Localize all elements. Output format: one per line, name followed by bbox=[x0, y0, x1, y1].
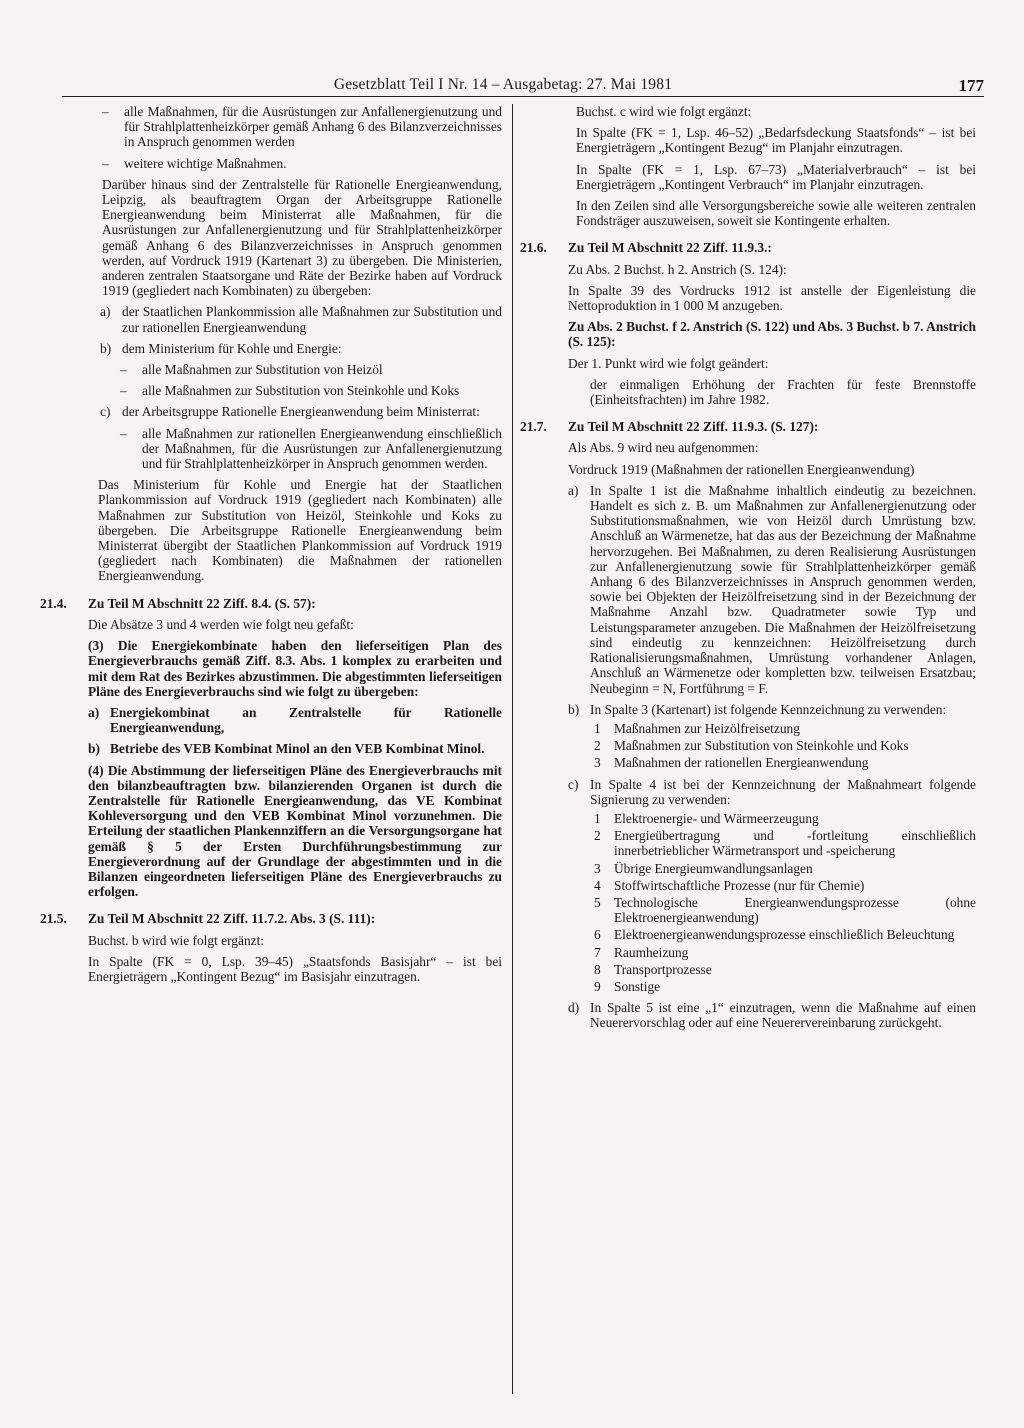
section-21-6: 21.6. Zu Teil M Abschnitt 22 Ziff. 11.9.3.: Zu Abs. 2 Buchst. h 2. Anstrich (S. 124): In Spalte 39 des Vordrucks 1912 ist anstelle der Eigenleistung die Nettoproduktion in 1 000 M anzugeben. Zu Abs. 2 Buchst. f 2. Anstrich (S. 122) und Abs. 3 Buchst. b 7. Anstrich (S. 125): Der 1. Punkt wird wie folgt geändert: der einmaligen Erhöhung der Frachten für feste Brennstoffe (Einheitsfrachten) im Jahre 1982. bbox=[520, 240, 976, 408]
paragraph: Das Ministerium für Kohle und Energie hat der Staatlichen Plankommission auf Vordruck 1919 (gegliedert nach Kombinaten) alle Maßnahmen zur Substitution von Heizöl, Steinkohle und Koks zu übergeben. Die Arbeitsgruppe Rationelle Energieanwendung beim Ministerrat übergibt der Staatlichen Plankommission auf Vordruck 1919 (gegliedert nach Kombinaten) die Maßnahmen der rationellen Energieanwendung. bbox=[98, 477, 502, 584]
list-item-text: Sonstige bbox=[614, 978, 661, 994]
list-item-text: Technologische Energieanwendungsprozesse (ohne Elektroenergieanwendung) bbox=[614, 894, 976, 926]
header-rule bbox=[62, 96, 984, 97]
section-heading: Zu Teil M Abschnitt 22 Ziff. 11.7.2. Abs. 3 (S. 111): bbox=[88, 911, 376, 927]
right-column: Buchst. c wird wie folgt ergänzt: In Spalte (FK = 1, Lsp. 46–52) „Bedarfsdeckung Staatsfonds“ – ist bei Energieträgern „Kontingent Bezug“ im Planjahr einzutragen. In Spalte (FK = 1, Lsp. 67–73) „Materialverbrauch“ – ist bei Energieträgern „Kontingent Verbrauch“ im Planjahr einzutragen. In den Zeilen sind alle Versorgungsbereiche sowie alle weiteren zentralen Fondsträger auszuweisen, soweit sie Kontingente erhalten. 21.6. Zu Teil M Abschnitt 22 Ziff. 11.9.3.: Zu Abs. 2 Buchst. h 2. Anstrich (S. 124): In Spalte 39 des Vordrucks 1912 ist anstelle der Eigenleistung die Nettoproduktion in 1 000 M anzugeben. Zu Abs. 2 Buchst. f 2. Anstrich (S. 122) und Abs. 3 Buchst. b 7. Anstrich (S. 125): Der 1. Punkt wird wie folgt geändert: der einmaligen Erhöhung der Frachten für feste Brennstoffe (Einheitsfrachten) im Jahre 1982. 21.7. Zu Teil M Abschnitt 22 Ziff. 11.9.3. (S. 127): Als Abs. 9 wird neu aufgenommen: Vordruck 1919 (Maßnahmen der rationellen Energieanwendung) a) In Spalte 1 ist die Maßnahme inhaltlich eindeutig zu bezeichnen. Handelt es sich z. B. um Maßnahmen zur Anfallenergienutzung oder Substitutionsmaßnahmen, wie von Heizöl durch Umrüstung bzw. Anschluß an Wärmenetze, hat das aus der Bezeichnung der Maßnahme hervorzugehen. Bei Maßnahmen, zu deren Realisierung Ausrüstungen zur Anfallenergienutzung sowie für Strahlplattenheizkörper gemäß Anhang 6 des Bilanzverzeichnisses in Anspruch genommen werden, sowie bei Objekten der Heizölfreisetzung sind in der Bezeichnung der Maßnahme Anzahl bzw. Quadratmeter sowie Typ und Leistungsparameter anzugeben. Die Maßnahmen der Heizölfreisetzung sind eindeutig zu kennzeichnen: Heizölfreisetzung durch Rationalisierungsmaßnahmen, Umrüstung vorhandener Anlagen, Anschluß an Wärmenetze oder kompletten bzw. teilweisen Ersatzbau; Neubeginn = N, Fortführung = F. b) In Spalte 3 (Kartenart) ist folgende Kennzeichnung zu verwenden: 1 Maßnahmen zur Heizölfreisetzung 2 Maßnahmen zur Substitution von Steinkohle und Koks 3 Maßnahmen der rationellen Energieanwendung c) In Spalte 4 ist bei der Kennzeichnung der Maßnahmeart folgende Signierung zu verwenden: 1 Elektroenergie- und Wärmeerzeugung 2 Energieübertragung und -fortleitung einschließlich innerbetrieblicher Wärmetransport und -speicherung 3 Übrige Energieumwandlungsanlagen 4 Stoffwirtschaftliche Prozesse (nur für Chemie) 5 Technologische Energieanwendungsprozesse (ohne Elektroenergieanwendung) 6 Elektroenergieanwendungsprozesse einschließlich Beleuchtung 7 Raumheizung 8 Transportprozesse 9 Sonstige d) In Spalte 5 ist eine „1“ einzutragen, wenn die Maßnahme auf einen Neuerervorschlag oder auf eine Neuerervereinbarung zurückgeht. bbox=[520, 104, 976, 1031]
sub-dash-item: – alle Maßnahmen zur rationellen Energieanwendung einschließlich der Maßnahmen, für die Ausrüstungen zur Anfallenergienutzung und für Strahlplattenheizkörper in Anspruch genommen werden. bbox=[120, 425, 502, 472]
section-21-4: 21.4. Zu Teil M Abschnitt 22 Ziff. 8.4. (S. 57): Die Absätze 3 und 4 werden wie folgt neu gefaßt: (3) Die Energiekombinate haben den lieferseitigen Plan des Energieverbrauchs gemäß Ziff. 8.3. Abs. 1 komplex zu erarbeiten und mit dem Rat des Bezirkes abzustimmen. Die abgestimmten lieferseitigen Pläne des Energieverbrauchs sind wie folgt zu übergeben: a) Energiekombinat an Zentralstelle für Rationelle Energieanwendung, b) Betriebe des VEB Kombinat Minol an den VEB Kombinat Minol. (4) Die Abstimmung der lieferseitigen Pläne des Energieverbrauchs mit den bilanzbeauftragten bzw. bilanzierenden Organen ist durch die Zentralstelle für Rationelle Energieanwendung, das VE Kombinat Kohleversorgung und den VEB Kombinat Minol vorzunehmen. Die Erteilung der staatlichen Plankennziffern an die Versorgungsorgane hat gemäß § 5 der Ersten Durchführungsbestimmung zur Energieverordnung auf der Grundlage der abgestimmten und in die Bilanzen eingeordneten lieferseitigen Pläne des Energieverbrauchs zu erfolgen. bbox=[40, 595, 502, 900]
list-item-number: 2 bbox=[594, 828, 601, 844]
lettered-item: a) der Staatlichen Plankommission alle Maßnahmen zur Substitution und zur rationellen Energieanwendung bbox=[100, 304, 502, 335]
dash-item: – weitere wichtige Maßnahmen. bbox=[102, 156, 502, 171]
dash-text: weitere wichtige Maßnahmen. bbox=[124, 155, 287, 171]
list-item-text: Übrige Energieumwandlungsanlagen bbox=[614, 860, 813, 876]
list-item-text: Elektroenergie- und Wärmeerzeugung bbox=[614, 810, 819, 826]
kartenart-list bbox=[590, 721, 976, 771]
list-item bbox=[590, 895, 976, 925]
list-item-text: Maßnahmen der rationellen Energieanwendung bbox=[614, 755, 869, 771]
lettered-item: c) In Spalte 4 ist bei der Kennzeichnung der Maßnahmeart folgende Signierung zu verwenden: bbox=[568, 776, 976, 807]
list-item-text: Transportprozesse bbox=[614, 961, 712, 977]
column-divider bbox=[512, 104, 513, 1394]
list-item-number: 3 bbox=[594, 755, 601, 771]
dash-item: – alle Maßnahmen, für die Ausrüstungen zur Anfallenergienutzung und für Strahlplattenheizkörper gemäß Anhang 6 des Bilanzverzeichnisses in Anspruch genommen werden bbox=[102, 104, 502, 150]
list-item-number: 3 bbox=[594, 860, 601, 876]
page-number: 177 bbox=[958, 76, 984, 95]
list-item bbox=[590, 927, 976, 942]
list-item-number: 5 bbox=[594, 894, 601, 910]
lettered-item: a) Energiekombinat an Zentralstelle für Rationelle Energieanwendung, bbox=[88, 704, 502, 736]
list-item bbox=[590, 755, 976, 770]
list-item-number: 1 bbox=[594, 720, 601, 736]
list-item bbox=[590, 721, 976, 736]
list-item-text: Energieübertragung und -fortleitung einschließlich innerbetrieblicher Wärmetransport und -speicherung bbox=[614, 828, 976, 859]
lettered-item: b) dem Ministerium für Kohle und Energie: bbox=[100, 341, 502, 356]
left-column bbox=[40, 104, 502, 984]
section-heading: Zu Teil M Abschnitt 22 Ziff. 8.4. (S. 57): bbox=[88, 595, 316, 611]
signierung-list bbox=[590, 811, 976, 994]
section-heading: Zu Teil M Abschnitt 22 Ziff. 11.9.3.: bbox=[568, 240, 772, 256]
list-item-number: 9 bbox=[594, 978, 601, 994]
list-item bbox=[590, 828, 976, 858]
list-item bbox=[590, 861, 976, 876]
item-text: dem Ministerium für Kohle und Energie: bbox=[122, 340, 342, 356]
item-text: der Staatlichen Plankommission alle Maßnahmen zur Substitution und zur rationellen Energieanwendung bbox=[122, 304, 502, 335]
sub-dash-item: – alle Maßnahmen zur Substitution von Steinkohle und Koks bbox=[120, 383, 460, 399]
list-item-number: 6 bbox=[594, 927, 601, 943]
lettered-item: d) In Spalte 5 ist eine „1“ einzutragen, wenn die Maßnahme auf einen Neuerervorschlag oder auf eine Neuerervereinbarung zurückgeht. bbox=[568, 1000, 976, 1031]
sub-dash-item: – alle Maßnahmen zur Substitution von Heizöl bbox=[120, 362, 383, 378]
section-21-5: 21.5. Zu Teil M Abschnitt 22 Ziff. 11.7.2. Abs. 3 (S. 111): Buchst. b wird wie folgt ergänzt: In Spalte (FK = 0, Lsp. 39–45) „Staatsfonds Basisjahr“ – ist bei Energieträgern „Kontingent Bezug“ im Basisjahr einzutragen. bbox=[40, 911, 502, 984]
list-item-text: Stoffwirtschaftliche Prozesse (nur für Chemie) bbox=[614, 877, 865, 893]
list-item-text: Maßnahmen zur Heizölfreisetzung bbox=[614, 720, 800, 736]
running-title: Gesetzblatt Teil I Nr. 14 – Ausgabetag: 27. Mai 1981 bbox=[333, 76, 673, 93]
item-text: der Arbeitsgruppe Rationelle Energieanwendung beim Ministerrat: bbox=[122, 404, 480, 420]
lettered-item: a) In Spalte 1 ist die Maßnahme inhaltlich eindeutig zu bezeichnen. Handelt es sich z. B. um Maßnahmen zur Anfallenergienutzung oder Substitutionsmaßnahmen, wie von Heizöl durch Umrüstung bzw. Anschluß an Wärmenetze, hat das aus der Bezeichnung der Maßnahme hervorzugehen. Bei Maßnahmen, zu deren Realisierung Ausrüstungen zur Anfallenergienutzung sowie für Strahlplattenheizkörper gemäß Anhang 6 des Bilanzverzeichnisses in Anspruch genommen werden, sowie bei Objekten der Heizölfreisetzung sind in der Bezeichnung der Maßnahme Anzahl bzw. Quadratmeter sowie Typ und Leistungsparameter anzugeben. Die Maßnahmen der Heizölfreisetzung sind eindeutig zu kennzeichnen: Heizölfreisetzung durch Rationalisierungsmaßnahmen, Umrüstung vorhandener Anlagen, Anschluß an Wärmenetze oder kompletten bzw. teilweisen Ersatzbau; Neubeginn = N, Fortführung = F. bbox=[568, 482, 976, 696]
list-item-text: Maßnahmen zur Substitution von Steinkohle und Koks bbox=[614, 738, 909, 754]
list-item-number: 8 bbox=[594, 961, 601, 977]
section-21-7: 21.7. Zu Teil M Abschnitt 22 Ziff. 11.9.3. (S. 127): Als Abs. 9 wird neu aufgenommen: Vordruck 1919 (Maßnahmen der rationellen Energieanwendung) a) In Spalte 1 ist die Maßnahme inhaltlich eindeutig zu bezeichnen. Handelt es sich z. B. um Maßnahmen zur Anfallenergienutzung oder Substitutionsmaßnahmen, wie von Heizöl durch Umrüstung bzw. Anschluß an Wärmenetze, hat das aus der Bezeichnung der Maßnahme hervorzugehen. Bei Maßnahmen, zu deren Realisierung Ausrüstungen zur Anfallenergienutzung sowie für Strahlplattenheizkörper gemäß Anhang 6 des Bilanzverzeichnisses in Anspruch genommen werden, sowie bei Objekten der Heizölfreisetzung sind in der Bezeichnung der Maßnahme Anzahl bzw. Quadratmeter sowie Typ und Leistungsparameter anzugeben. Die Maßnahmen der Heizölfreisetzung sind eindeutig zu kennzeichnen: Heizölfreisetzung durch Rationalisierungsmaßnahmen, Umrüstung vorhandener Anlagen, Anschluß an Wärmenetze oder kompletten bzw. teilweisen Ersatzbau; Neubeginn = N, Fortführung = F. b) In Spalte 3 (Kartenart) ist folgende Kennzeichnung zu verwenden: 1 Maßnahmen zur Heizölfreisetzung 2 Maßnahmen zur Substitution von Steinkohle und Koks 3 Maßnahmen der rationellen Energieanwendung c) In Spalte 4 ist bei der Kennzeichnung der Maßnahmeart folgende Signierung zu verwenden: 1 Elektroenergie- und Wärmeerzeugung 2 Energieübertragung und -fortleitung einschließlich innerbetrieblicher Wärmetransport und -speicherung 3 Übrige Energieumwandlungsanlagen 4 Stoffwirtschaftliche Prozesse (nur für Chemie) 5 Technologische Energieanwendungsprozesse (ohne Elektroenergieanwendung) 6 Elektroenergieanwendungsprozesse einschließlich Beleuchtung 7 Raumheizung 8 Transportprozesse 9 Sonstige d) In Spalte 5 ist eine „1“ einzutragen, wenn die Maßnahme auf einen Neuerervorschlag oder auf eine Neuerervereinbarung zurückgeht. bbox=[520, 419, 976, 1031]
list-item bbox=[590, 962, 976, 977]
dash-text: alle Maßnahmen, für die Ausrüstungen zur Anfallenergienutzung und für Strahlplattenheizkörper gemäß Anhang 6 des Bilanzverzeichnisses in Anspruch genommen werden bbox=[124, 104, 502, 150]
section-heading: Zu Teil M Abschnitt 22 Ziff. 11.9.3. (S. 127): bbox=[568, 419, 819, 435]
list-item bbox=[590, 878, 976, 893]
list-item bbox=[590, 979, 976, 994]
lettered-item: c) der Arbeitsgruppe Rationelle Energieanwendung beim Ministerrat: bbox=[100, 404, 502, 419]
paragraph: Darüber hinaus sind der Zentralstelle für Rationelle Energieanwendung, Leipzig, als beauftragtem Organ der Arbeitsgruppe Rationelle Energieanwendung beim Ministerrat alle Maßnahmen, für die Ausrüstungen zur Anfallenergienutzung und für Strahlplattenheizkörper gemäß Anhang 6 des Bilanzverzeichnisses in Anspruch genommen werden, auf Vordruck 1919 (Kartenart 3) zu übergeben. Die Ministerien, anderen zentralen Staatsorgane und Räte der Bezirke haben auf Vordruck 1919 (gegliedert nach Kombinaten) zu übergeben: bbox=[102, 176, 502, 299]
list-item-text: Elektroenergieanwendungsprozesse einschließlich Beleuchtung bbox=[614, 927, 955, 943]
list-item-number: 2 bbox=[594, 738, 601, 754]
list-item-number: 1 bbox=[594, 810, 601, 826]
list-item-number: 7 bbox=[594, 944, 601, 960]
list-item-text: Raumheizung bbox=[614, 944, 689, 960]
list-item-number: 4 bbox=[594, 877, 601, 893]
lettered-item: b) In Spalte 3 (Kartenart) ist folgende Kennzeichnung zu verwenden: bbox=[568, 701, 947, 717]
list-item bbox=[590, 811, 976, 826]
list-item bbox=[590, 738, 976, 753]
list-item bbox=[590, 945, 976, 960]
lettered-item: b) Betriebe des VEB Kombinat Minol an den VEB Kombinat Minol. bbox=[88, 741, 485, 757]
